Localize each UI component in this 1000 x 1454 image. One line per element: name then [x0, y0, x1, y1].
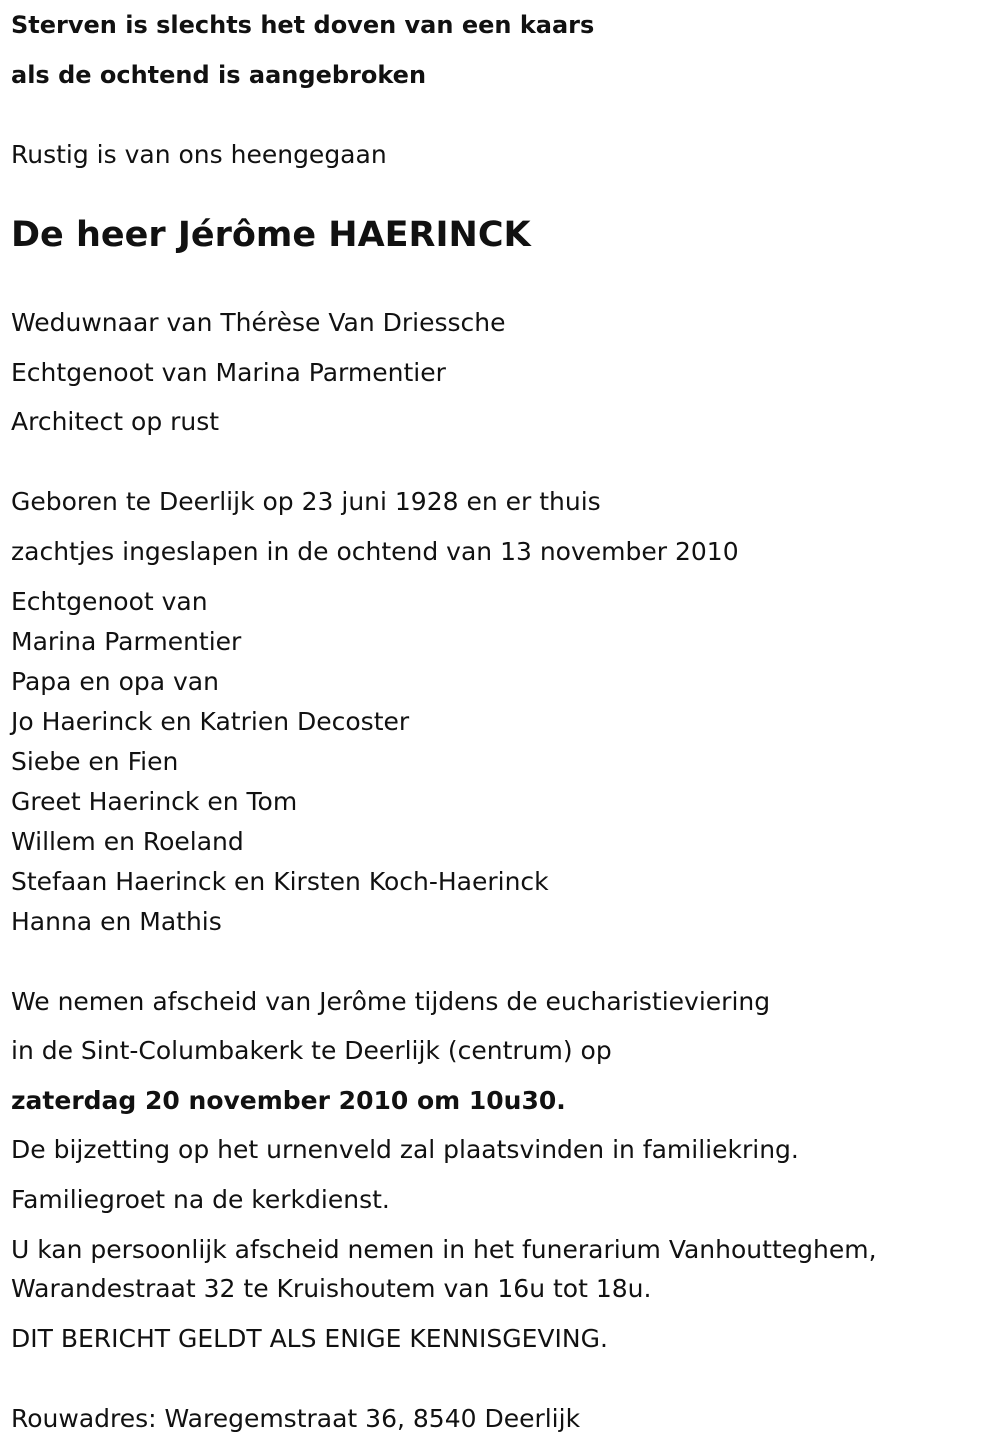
visit-line-2: Warandestraat 32 te Kruishoutem van 16u tot 18u.: [11, 1274, 652, 1303]
burial-text: De bijzetting op het urnenveld zal plaatsvinden in familiekring.: [11, 1135, 799, 1164]
motto-line-2: als de ochtend is aangebroken: [11, 61, 427, 89]
family-line: Jo Haerinck en Katrien Decoster: [11, 707, 410, 736]
notice-text: DIT BERICHT GELDT ALS ENIGE KENNISGEVING.: [11, 1324, 608, 1353]
family-line: Marina Parmentier: [11, 627, 242, 656]
motto-line-1: Sterven is slechts het doven van een kaars: [11, 11, 595, 39]
family-line: Willem en Roeland: [11, 827, 244, 856]
family-line: Papa en opa van: [11, 667, 219, 696]
death-line: zachtjes ingeslapen in de ochtend van 13 november 2010: [11, 537, 739, 566]
family-line: Stefaan Haerinck en Kirsten Koch-Haerinck: [11, 867, 549, 896]
ceremony-line-1: We nemen afscheid van Jerôme tijdens de eucharistieviering: [11, 987, 771, 1016]
family-line: Hanna en Mathis: [11, 907, 222, 936]
ceremony-datetime: zaterdag 20 november 2010 om 10u30.: [11, 1086, 566, 1115]
ceremony-line-2: in de Sint-Columbakerk te Deerlijk (centrum) op: [11, 1036, 612, 1065]
family-line: Siebe en Fien: [11, 747, 179, 776]
family-line: Greet Haerinck en Tom: [11, 787, 298, 816]
visit-line-1: U kan persoonlijk afscheid nemen in het funerarium Vanhoutteghem,: [11, 1235, 877, 1264]
deceased-name: De heer Jérôme HAERINCK: [11, 215, 531, 255]
intro-text: Rustig is van ons heengegaan: [11, 140, 387, 169]
greeting-text: Familiegroet na de kerkdienst.: [11, 1185, 390, 1214]
title-spouse: Echtgenoot van Marina Parmentier: [11, 358, 446, 387]
title-profession: Architect op rust: [11, 407, 220, 436]
mourning-address: Rouwadres: Waregemstraat 36, 8540 Deerlijk: [11, 1404, 581, 1433]
birth-line: Geboren te Deerlijk op 23 juni 1928 en er thuis: [11, 487, 601, 516]
family-line: Echtgenoot van: [11, 587, 208, 616]
title-widower: Weduwnaar van Thérèse Van Driessche: [11, 308, 506, 337]
